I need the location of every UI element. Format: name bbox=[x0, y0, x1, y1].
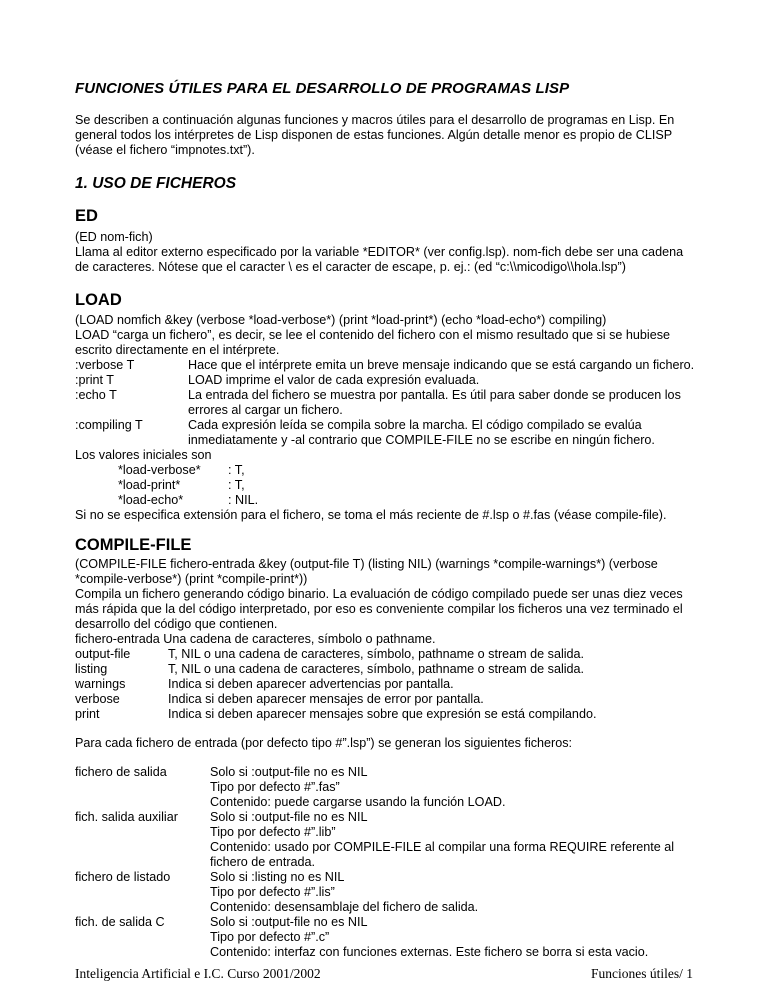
footer-page-number: Funciones útiles/ 1 bbox=[591, 966, 693, 981]
compile-param bbox=[75, 632, 436, 647]
intro-line-2: general todos los intérpretes de Lisp disponen de estas funciones. Algún detalle menor es propio de CLISP bbox=[75, 128, 673, 142]
section-heading-uso-de-ficheros: 1. USO DE FICHEROS bbox=[75, 175, 237, 192]
load-initial-label: Los valores iniciales son bbox=[75, 448, 212, 462]
compile-param-desc: Indica si deben aparecer mensajes sobre que expresión se está compilando. bbox=[168, 707, 597, 721]
output-line: Tipo por defecto #”.c” bbox=[210, 930, 330, 944]
intro-line-3: (véase el fichero “impnotes.txt”). bbox=[75, 143, 255, 157]
load-syntax: (LOAD nomfich &key (verbose *load-verbose*) (print *load-print*) (echo *load-echo*) compiling) bbox=[75, 313, 607, 327]
compile-param-key: warnings bbox=[75, 677, 126, 691]
output-line: Solo si :listing no es NIL bbox=[210, 870, 345, 884]
load-initial-val: : NIL. bbox=[228, 493, 259, 507]
compile-desc-line-2: más rápida que la del código interpretado, por eso es conveniente compilar los ficheros una vez terminado el bbox=[75, 602, 683, 616]
load-option-key: :echo T bbox=[75, 388, 117, 402]
compile-param-desc: T, NIL o una cadena de caracteres, símbolo, pathname o stream de salida. bbox=[168, 662, 585, 676]
compile-param-key: output-file bbox=[75, 647, 131, 661]
compile-param-desc: Indica si deben aparecer mensajes de error por pantalla. bbox=[168, 692, 484, 706]
output-name: fichero de listado bbox=[75, 870, 171, 884]
output-line: Solo si :output-file no es NIL bbox=[210, 765, 368, 779]
output-line: fichero de entrada. bbox=[210, 855, 316, 869]
compile-param-key: print bbox=[75, 707, 100, 721]
output-line: Contenido: puede cargarse usando la función LOAD. bbox=[210, 795, 506, 809]
load-initial-var: *load-echo* bbox=[118, 493, 184, 507]
output-line: Contenido: interfaz con funciones externas. Este fichero se borra si esta vacio. bbox=[210, 945, 649, 959]
intro-line-1: Se describen a continuación algunas funciones y macros útiles para el desarrollo de programas en Lisp. En bbox=[75, 113, 675, 127]
load-option-desc: LOAD imprime el valor de cada expresión evaluada. bbox=[188, 373, 480, 387]
output-line: Contenido: desensamblaje del fichero de salida. bbox=[210, 900, 479, 914]
compile-param-key: listing bbox=[75, 662, 108, 676]
output-line: Tipo por defecto #”.lis” bbox=[210, 885, 335, 899]
ed-desc-line-2: de caracteres. Nótese que el caracter \ es el caracter de escape, p. ej.: (ed “c:\\micodigo\\hola.lsp”) bbox=[75, 260, 626, 274]
output-line: Solo si :output-file no es NIL bbox=[210, 810, 368, 824]
output-line: Tipo por defecto #”.lib” bbox=[210, 825, 336, 839]
compile-outputs-intro: Para cada fichero de entrada (por defecto tipo #”.lsp”) se generan los siguientes ficheros: bbox=[75, 736, 573, 750]
load-initial-var: *load-verbose* bbox=[118, 463, 201, 477]
compile-syntax-line-1: (COMPILE-FILE fichero-entrada &key (output-file T) (listing NIL) (warnings *compile-warnings*) (verbose bbox=[75, 557, 658, 571]
output-name: fichero de salida bbox=[75, 765, 167, 779]
compile-param-desc: T, NIL o una cadena de caracteres, símbolo, pathname o stream de salida. bbox=[168, 647, 585, 661]
ed-syntax: (ED nom-fich) bbox=[75, 230, 153, 244]
output-line: Contenido: usado por COMPILE-FILE al compilar una forma REQUIRE referente al bbox=[210, 840, 675, 854]
load-initial-val: : T, bbox=[228, 478, 245, 492]
compile-syntax-line-2: *compile-verbose*) (print *compile-print*)) bbox=[75, 572, 308, 586]
output-name: fich. salida auxiliar bbox=[75, 810, 178, 824]
load-option-desc: Hace que el intérprete emita un breve mensaje indicando que se está cargando un fichero. bbox=[188, 358, 695, 372]
output-line: Tipo por defecto #”.fas” bbox=[210, 780, 340, 794]
compile-param-key: fichero-entrada bbox=[75, 632, 160, 646]
heading-load: LOAD bbox=[75, 291, 122, 309]
output-line: Solo si :output-file no es NIL bbox=[210, 915, 368, 929]
compile-param-key: verbose bbox=[75, 692, 120, 706]
heading-ed: ED bbox=[75, 207, 98, 225]
document-title: FUNCIONES ÚTILES PARA EL DESARROLLO DE PROGRAMAS LISP bbox=[75, 80, 570, 97]
load-initial-var: *load-print* bbox=[118, 478, 181, 492]
output-name: fich. de salida C bbox=[75, 915, 165, 929]
compile-param-desc: Indica si deben aparecer advertencias por pantalla. bbox=[168, 677, 454, 691]
load-desc-line-2: escrito directamente en el intérprete. bbox=[75, 343, 280, 357]
load-option-key: :verbose T bbox=[75, 358, 135, 372]
compile-param-desc: Una cadena de caracteres, símbolo o pathname. bbox=[163, 632, 436, 646]
load-desc-line-1: LOAD “carga un fichero”, es decir, se lee el contenido del fichero con el mismo resultado que si se hubiese bbox=[75, 328, 671, 342]
load-closing: Si no se especifica extensión para el fichero, se toma el más reciente de #.lsp o #.fas (véase compile-file). bbox=[75, 508, 667, 522]
load-option-desc: errores al cargar un fichero. bbox=[188, 403, 343, 417]
load-option-desc: La entrada del fichero se muestra por pantalla. Es útil para saber donde se producen los bbox=[188, 388, 681, 402]
compile-desc-line-3: desarrollo del código que contienen. bbox=[75, 617, 278, 631]
compile-desc-line-1: Compila un fichero generando código binario. La evaluación de código compilado puede ser unas diez veces bbox=[75, 587, 683, 601]
heading-compile-file: COMPILE-FILE bbox=[75, 536, 192, 554]
load-initial-val: : T, bbox=[228, 463, 245, 477]
load-option-key: :compiling T bbox=[75, 418, 143, 432]
ed-desc-line-1: Llama al editor externo especificado por la variable *EDITOR* (ver config.lsp). nom-fich debe ser una cadena bbox=[75, 245, 684, 259]
load-option-desc: Cada expresión leída se compila sobre la marcha. El código compilado se evalúa bbox=[188, 418, 642, 432]
load-option-key: :print T bbox=[75, 373, 114, 387]
footer-left: Inteligencia Artificial e I.C. Curso 2001/2002 bbox=[75, 966, 321, 981]
load-option-desc: inmediatamente y -al contrario que COMPILE-FILE no se escribe en ningún fichero. bbox=[188, 433, 655, 447]
